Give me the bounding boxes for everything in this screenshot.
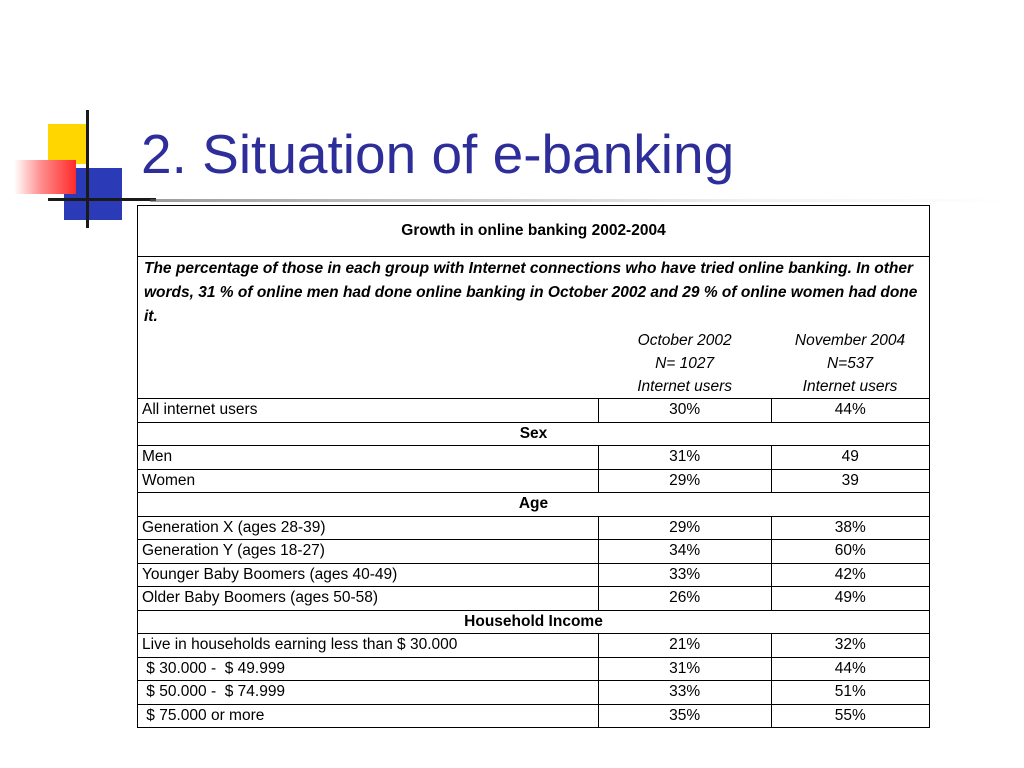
value-2004: 55% (771, 704, 929, 728)
column-n-2002: N= 1027 (655, 355, 715, 372)
section-title: Household Income (138, 610, 930, 634)
column-n-2004: N=537 (771, 352, 929, 375)
row-label: Live in households earning less than $ 30.000 (138, 634, 599, 658)
table-row (138, 446, 930, 470)
section-title: Age (138, 493, 930, 517)
row-label: Younger Baby Boomers (ages 40-49) (138, 563, 599, 587)
value-2004: 44% (771, 399, 929, 423)
row-label: Generation Y (ages 18-27) (138, 540, 599, 564)
value-2002: 29% (598, 516, 771, 540)
row-label: $ 50.000 - $ 74.999 (138, 681, 599, 705)
value-2002: 31% (598, 446, 771, 470)
section-title: Sex (138, 422, 930, 446)
row-label: $ 75.000 or more (138, 704, 599, 728)
column-label-2004: Internet users (771, 375, 929, 399)
value-2004: 38% (771, 516, 929, 540)
horizontal-line-decoration (48, 198, 156, 201)
value-2002: 33% (598, 563, 771, 587)
value-2004: 42% (771, 563, 929, 587)
table-heading: Growth in online banking 2002-2004 (138, 206, 930, 257)
online-banking-table (137, 205, 930, 728)
row-label: Women (138, 469, 599, 493)
section-header (138, 610, 930, 634)
row-label: Older Baby Boomers (ages 50-58) (138, 587, 599, 611)
value-2002: 30% (598, 399, 771, 423)
value-2004: 49% (771, 587, 929, 611)
section-header (138, 422, 930, 446)
table-row (138, 469, 930, 493)
value-2002: 33% (598, 681, 771, 705)
vertical-line-decoration (86, 110, 89, 228)
title-underline (150, 199, 1010, 202)
value-2004: 32% (771, 634, 929, 658)
table-row (138, 587, 930, 611)
row-label: Generation X (ages 28-39) (138, 516, 599, 540)
table-row (138, 657, 930, 681)
value-2002: 21% (598, 634, 771, 658)
value-2004: 39 (771, 469, 929, 493)
red-gradient-decoration (14, 160, 76, 194)
table-row (138, 540, 930, 564)
yellow-square-decoration (48, 124, 88, 164)
row-label: All internet users (138, 399, 599, 423)
value-2004: 51% (771, 681, 929, 705)
column-label-row (138, 375, 930, 399)
column-period-row (138, 329, 930, 352)
table-description: The percentage of those in each group with Internet connections who have tried online banking. In other words, 31 % of online men had done online banking in October 2002 and 29 % of online women had done it. (138, 257, 930, 330)
column-n-row (138, 352, 930, 375)
row-label: $ 30.000 - $ 49.999 (138, 657, 599, 681)
table-row (138, 563, 930, 587)
value-2002: 34% (598, 540, 771, 564)
table-row (138, 704, 930, 728)
value-2002: 29% (598, 469, 771, 493)
table-row (138, 634, 930, 658)
table-row (138, 681, 930, 705)
column-label-2002: Internet users (637, 378, 733, 395)
table-heading-row (138, 206, 930, 257)
column-period-2002: October 2002 (637, 332, 732, 349)
table-row (138, 399, 930, 423)
column-period-2004: November 2004 (771, 329, 929, 352)
value-2002: 35% (598, 704, 771, 728)
slide-title: 2. Situation of e-banking (141, 123, 735, 185)
row-label: Men (138, 446, 599, 470)
section-header (138, 493, 930, 517)
value-2004: 60% (771, 540, 929, 564)
value-2002: 26% (598, 587, 771, 611)
table-row (138, 516, 930, 540)
slide-logo (0, 0, 150, 240)
value-2002: 31% (598, 657, 771, 681)
table-description-row (138, 257, 930, 330)
value-2004: 49 (771, 446, 929, 470)
value-2004: 44% (771, 657, 929, 681)
